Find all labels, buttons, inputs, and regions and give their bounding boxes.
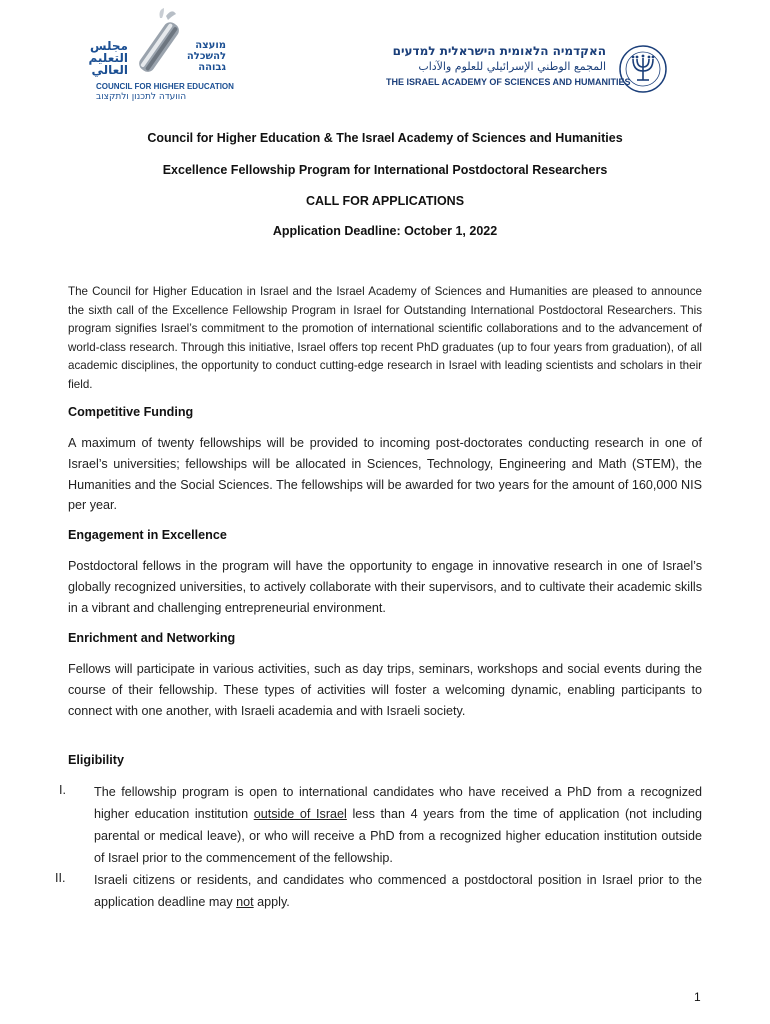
che-logo-hebrew: מועצה להשכלה גבוהה [186, 40, 226, 73]
eligibility-item-2 [94, 869, 702, 913]
scroll-emblem-icon [130, 6, 192, 82]
item-text: Israeli citizens or residents, and candidates who commenced a postdoctoral position in Israel prior to the application deadline may [94, 873, 702, 909]
intro-paragraph: The Council for Higher Education in Israel and the Israel Academy of Sciences and Humanities are pleased to announce the sixth call of the Excellence Fellowship Program in Israel for Outstanding International Postdoctoral Researchers. This program signifies Israel’s commitment to the promotion of international scientific collaborations and to the advancement of world-class research. Through this initiative, Israel offers top recent PhD graduates (up to four years from graduation), of all academic disciplines, the opportunity to conduct cutting-edge research in Israel with leading scientists and scholars in their field. [68, 285, 702, 391]
item-text: less than 4 years from the time of application (not including parental or medical leave), or who will receive a PhD from a recognized higher education institution outside of Israel prior to the commencement of the fellowship. [94, 807, 703, 865]
title-line-1: Council for Higher Education & The Israel Academy of Sciences and Humanities [147, 131, 623, 145]
heading-eligibility: Eligibility [68, 753, 124, 767]
item-text: The fellowship program is open to international candidates who have received a PhD from a recognized higher education institution [94, 785, 702, 821]
menorah-emblem-icon [618, 42, 668, 96]
eligibility-item-1 [94, 781, 702, 869]
underlined-text: not [236, 895, 254, 909]
page-number: 1 [694, 990, 701, 1004]
che-logo [88, 6, 234, 102]
che-logo-subtitle: הוועדה לתכנון ולתקצוב [96, 92, 187, 102]
heading-engagement: Engagement in Excellence [68, 528, 227, 542]
paragraph-funding: A maximum of twenty fellowships will be provided to incoming post-doctorates conducting research in one of Israel’s universities; fellowships will be allocated in Sciences, Technology, Engineering and Math (STEM), the Humanities and the Social Sciences. The fellowships will be awarded for two years for the amount of 160,000 NIS per year. [68, 436, 702, 513]
academy-logo-hebrew: האקדמיה הלאומית הישראלית למדעים [392, 44, 606, 58]
paragraph-engagement: Postdoctoral fellows in the program will have the opportunity to engage in innovative research in one of Israel’s globally recognized universities, to actively collaborate with their supervisors, and to cultivate their academic skills in a vibrant and challenging entrepreneurial environment. [68, 559, 702, 615]
title-line-2: Excellence Fellowship Program for International Postdoctoral Researchers [162, 163, 608, 177]
paragraph-enrichment: Fellows will participate in various activities, such as day trips, seminars, workshops and social events during the course of their fellowship. These types of activities will foster a welcoming dynamic, enabling participants to connect with one another, with Israeli academia and with Israeli society. [68, 662, 702, 718]
che-logo-arabic: مجلس التعليم العالي [88, 39, 128, 77]
title-call: CALL FOR APPLICATIONS [305, 194, 465, 208]
title-deadline: Application Deadline: October 1, 2022 [272, 224, 498, 238]
heading-funding: Competitive Funding [68, 405, 194, 419]
underlined-text: outside of Israel [253, 807, 347, 821]
che-logo-english: COUNCIL FOR HIGHER EDUCATION [96, 82, 234, 91]
list-number: II. [55, 871, 66, 885]
item-text: apply. [253, 895, 290, 909]
list-number: I. [59, 783, 66, 797]
academy-logo-arabic: المجمع الوطني الإسرائيلي للعلوم والآداب [418, 60, 606, 73]
academy-logo-english: THE ISRAEL ACADEMY OF SCIENCES AND HUMANITIES [386, 77, 631, 87]
heading-enrichment: Enrichment and Networking [68, 631, 236, 645]
